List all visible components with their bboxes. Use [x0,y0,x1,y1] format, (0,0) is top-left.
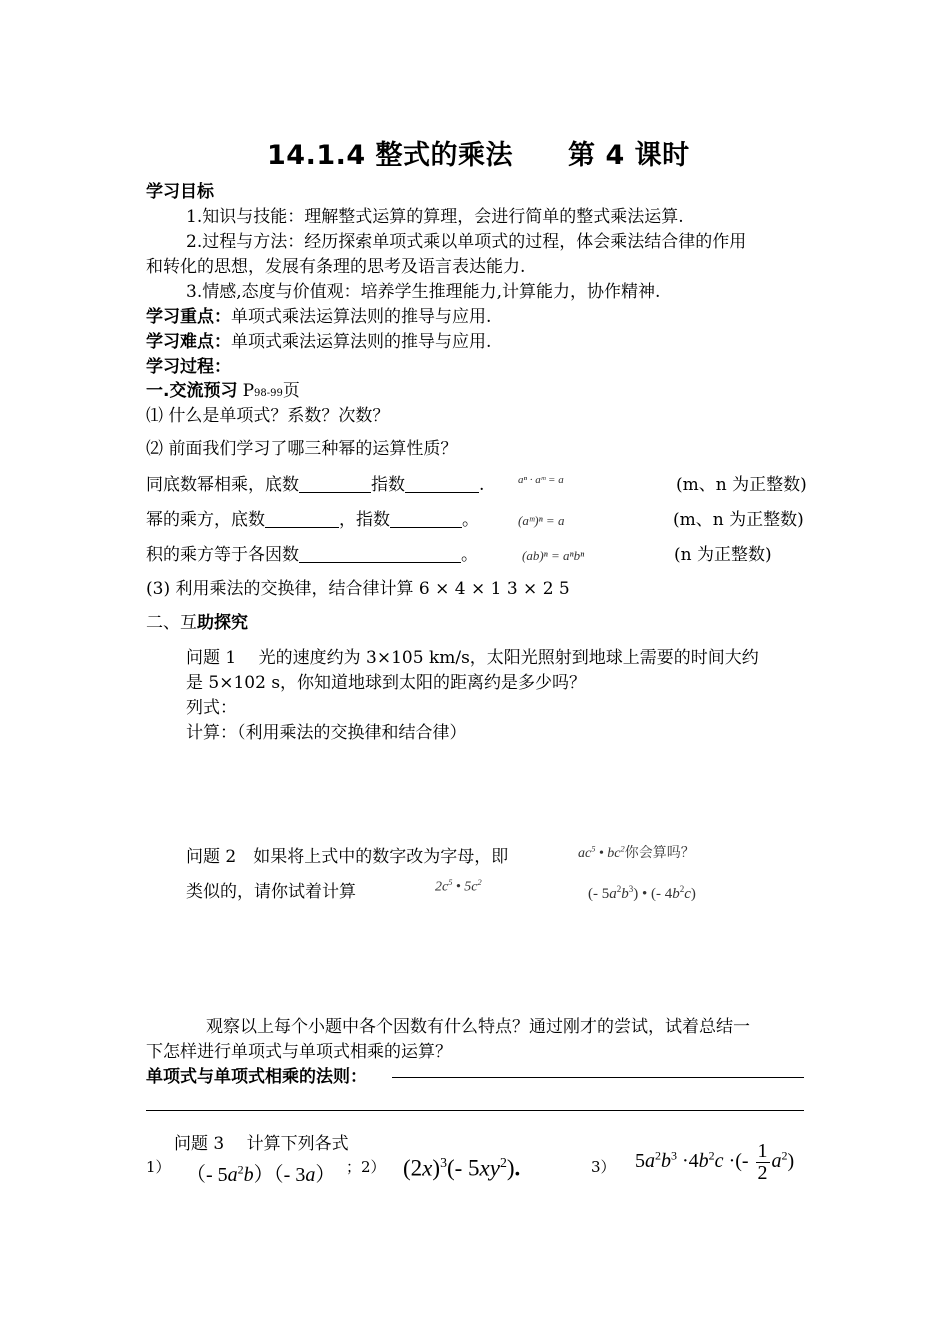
difficulty-text: 单项式乘法运算法则的推导与应用. [231,332,492,352]
power-rule-1-text-a: 同底数幂相乘，底数 [146,475,299,495]
problem-3-num-3: 3） [591,1158,616,1176]
power-rule-2-formula: (aᵐ)ⁿ = a [518,513,565,528]
power-rule-2-condition: (m、n 为正整数) [673,510,804,530]
key-point-text: 单项式乘法运算法则的推导与应用. [231,307,492,327]
problem-3-expr-2: $(2x)^3(-$ $5xy^2$). [403,1155,521,1181]
section1-heading: 一.交流预习 [146,381,238,401]
process-heading: 学习过程： [146,357,231,377]
section1-page-suffix: 页 [282,381,300,401]
power-rule-3-formula: (ab)ⁿ = aⁿbⁿ [522,548,585,563]
blank-field [265,509,339,528]
observe-line1: 观察以上每个小题中各个因数有什么特点？通过刚才的尝试，试着总结一 [206,1017,750,1037]
objectives-heading: 学习目标 [146,182,214,202]
similar-prompt: 类似的，请你试着计算 [186,882,356,902]
key-point [146,302,491,327]
power-rule-1-text-b: 指数 [371,475,405,495]
expression-5a2b3-4b2c: (- $5a^2b^3$) • (- $4b^2c$) [588,884,696,902]
power-rule-3-text-a: 积的乘方等于各因数 [146,545,299,565]
objective-2-line1: 2.过程与方法：经历探索单项式乘以单项式的过程，体会乘法结合律的作用 [186,232,747,252]
problem-2-tail: 你会算吗？ [624,845,695,861]
section2-heading-plain: 二、互 [146,613,197,633]
page-title: 14.1.4 整式的乘法 第 4 课时 [267,140,690,171]
question-2: ⑵ 前面我们学习了哪三种幂的运算性质？ [146,439,458,459]
section2-heading [146,608,248,633]
math-expression: $ac^5$ • $bc^2$ [578,844,625,861]
objective-2-line2: 和转化的思想，发展有条理的思考及语言表达能力. [146,257,526,277]
question-1: ⑴ 什么是单项式？系数？次数？ [146,406,390,426]
problem-1-line1: 问题 1 光的速度约为 3×105 km/s，太阳光照射到地球上需要的时间大约 [186,648,759,668]
rule-answer-line-2 [146,1110,804,1111]
problem-2: 问题 2 如果将上式中的数字改为字母，即 [186,847,509,867]
blank-field [299,474,371,493]
rule-answer-line [392,1077,804,1078]
difficulty [146,327,491,352]
problem-1-calc-label: 计算：（利用乘法的交换律和结合律） [186,723,467,743]
power-rule-3-condition: (n 为正整数) [674,545,772,565]
power-rule-2 [146,505,479,530]
section1-page-sub: 98-99 [254,388,283,399]
observe-line2: 下怎样进行单项式与单项式相乘的运算？ [146,1042,452,1062]
power-rule-2-text-b: ，指数 [339,510,390,530]
problem-2-expression [578,842,695,862]
problem-3-expr-3: $5a^2b^3 \cdot 4b^2c$ ·(- $\frac{1}{2}$ $a^2$) [635,1140,795,1184]
power-rule-3 [146,540,478,565]
power-rule-1 [146,470,484,495]
blank-field [299,544,461,563]
power-rule-2-text-a: 幂的乘方，底数 [146,510,265,530]
problem-3-expr-1: （- $5a^2b)(-$ 3a） [186,1162,336,1186]
problem-3-heading: 问题 3 计算下列各式 [174,1134,349,1154]
objective-3: 3.情感,态度与价值观：培养学生推理能力,计算能力，协作精神. [186,282,661,302]
problem-1-setup-label: 列式： [186,698,237,718]
power-rule-1-condition: (m、n 为正整数) [676,475,807,495]
section1-page-ref: P [242,381,255,401]
question-3: (3) 利用乘法的交换律，结合律计算 6 × 4 × 1 3 × 2 5 [146,579,570,599]
power-rule-3-text-c: 。 [461,545,478,565]
blank-field [405,474,479,493]
power-rule-2-text-c: 。 [462,510,479,530]
blank-field [390,509,462,528]
power-rule-1-text-c: . [479,475,485,495]
rule-label: 单项式与单项式相乘的法则： [146,1067,367,1087]
objective-1: 1.知识与技能：理解整式运算的算理，会进行简单的整式乘法运算. [186,207,684,227]
section2-heading-bold: 助探究 [197,613,248,633]
expression-2c5-5c2: $2c^5$ • $5c^2$ [435,878,482,895]
power-rule-1-formula: aⁿ · aᵐ = a [518,474,564,486]
key-point-label: 学习重点： [146,307,231,327]
problem-3-num-2: ；2） [346,1158,386,1176]
section1-heading-line [146,376,300,401]
problem-1-line2: 是 5×102 s，你知道地球到太阳的距离约是多少吗？ [186,673,587,693]
problem-3-num-1: 1） [146,1158,171,1176]
difficulty-label: 学习难点： [146,332,231,352]
fraction-one-half: $\frac{1}{2}$ [757,1140,768,1184]
